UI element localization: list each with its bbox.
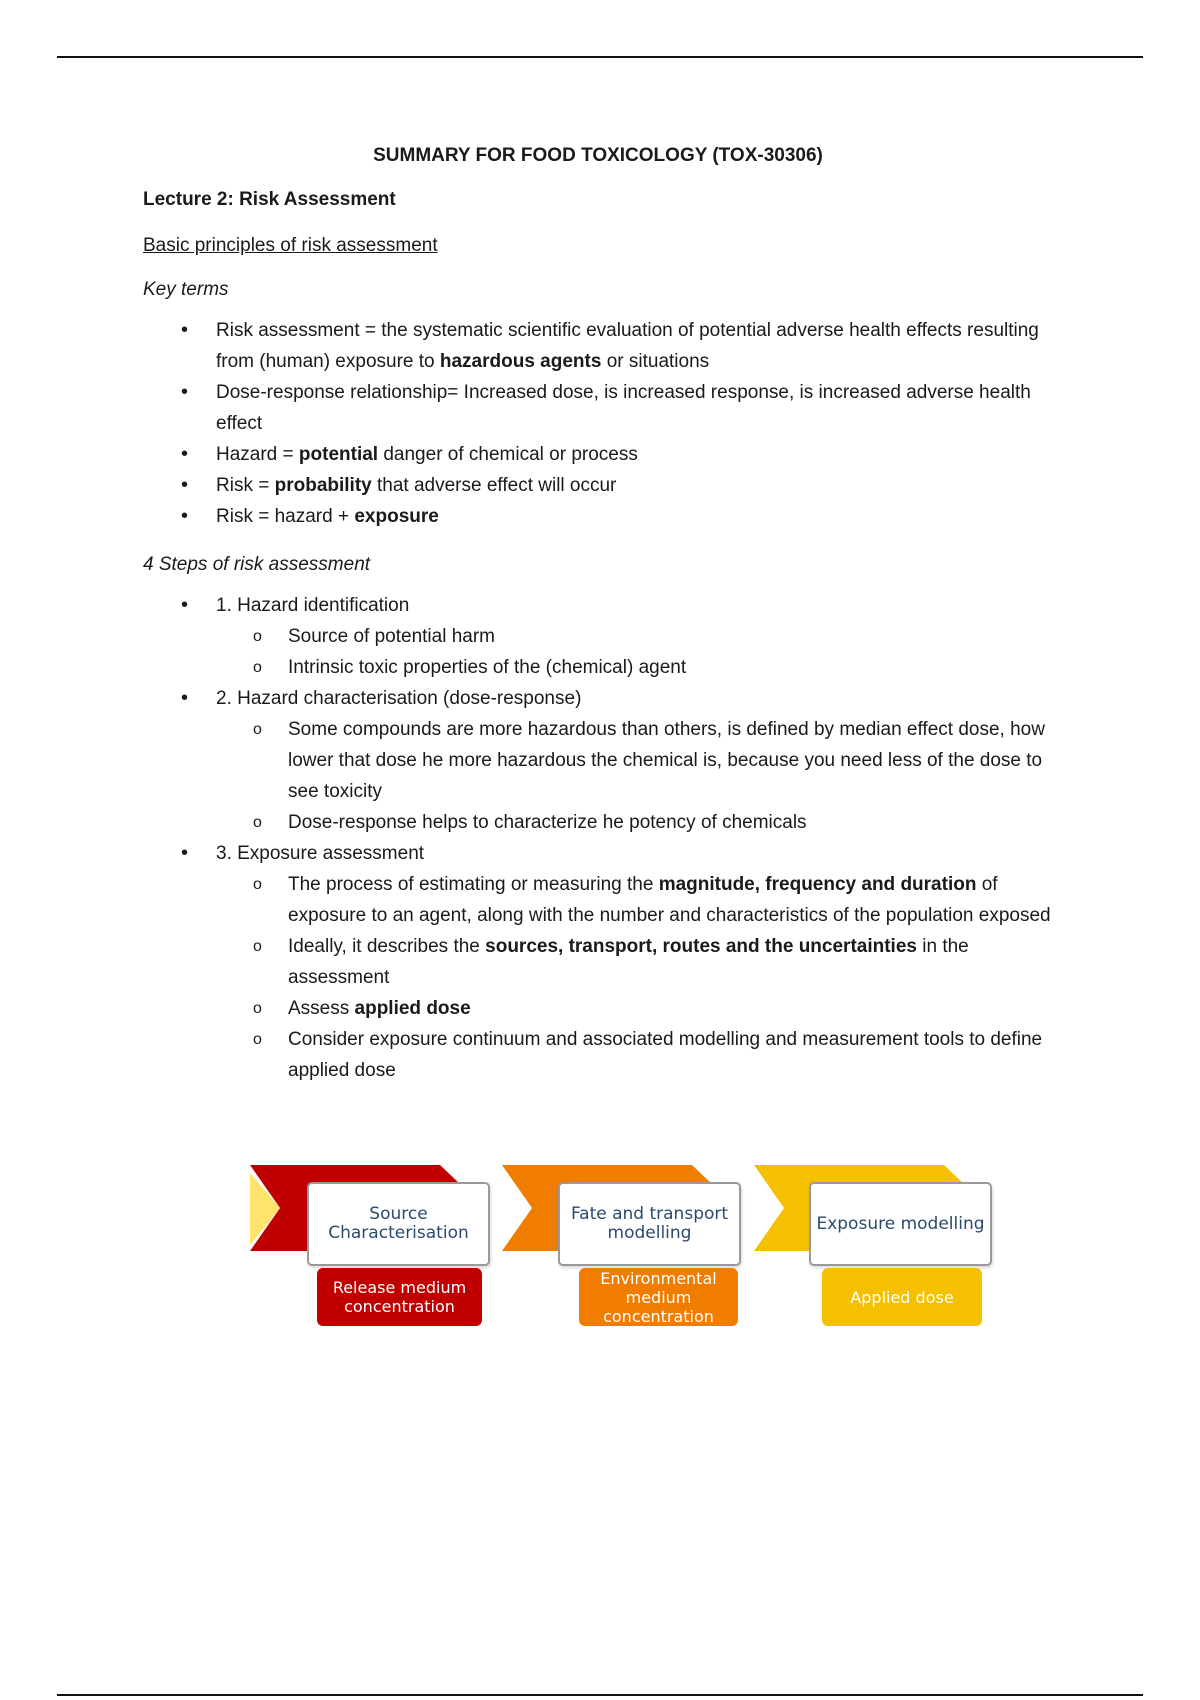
exposure-continuum-diagram xyxy=(250,1160,1010,1340)
sub-bullet-icon: o xyxy=(253,628,262,645)
sub-bullet-icon: o xyxy=(253,938,262,955)
stage2-output: Environmental medium concentration xyxy=(579,1268,738,1326)
steps-list xyxy=(143,590,1063,1086)
bullet-icon: • xyxy=(181,594,189,616)
document-title: SUMMARY FOR FOOD TOXICOLOGY (TOX-30306) xyxy=(373,145,823,166)
bottom-rule xyxy=(57,1694,1143,1696)
list-item: • Hazard = potential danger of chemical or process xyxy=(143,439,1063,470)
list-item: • Risk assessment = the systematic scientific evaluation of potential adverse health effects resulting from (human) exposure to hazardous agents or situations xyxy=(143,315,1063,377)
sub-list-item: o Intrinsic toxic properties of the (chemical) agent xyxy=(216,652,1063,683)
top-rule xyxy=(57,56,1143,58)
list-item: • 3. Exposure assessment o The process of estimating or measuring the magnitude, frequency and duration of exposure to an agent, along with the number and characteristics of the population exposed o Ideally, it describes the sources, transport, routes and the uncertainties in the assessment o Assess applied dose o Consider exposure continuum and associated modelling and measurement tools to define applied dose xyxy=(143,838,1063,1086)
key-terms-list xyxy=(143,315,1063,532)
stage1-output: Release medium concentration xyxy=(317,1268,482,1326)
sub-list-item: o Dose-response helps to characterize he potency of chemicals xyxy=(216,807,1063,838)
sub-list xyxy=(216,714,1063,838)
sub-list-item: o Consider exposure continuum and associated modelling and measurement tools to define applied dose xyxy=(216,1024,1063,1086)
stage2-box: Fate and transport modelling xyxy=(558,1182,741,1266)
list-item: • Dose-response relationship= Increased dose, is increased response, is increased adverse health effect xyxy=(143,377,1063,439)
list-item: • Risk = probability that adverse effect will occur xyxy=(143,470,1063,501)
sub-bullet-icon: o xyxy=(253,876,262,893)
stage3-output: Applied dose xyxy=(822,1268,982,1326)
bullet-icon: • xyxy=(181,474,189,496)
key-terms-heading: Key terms xyxy=(143,279,229,300)
bullet-icon: • xyxy=(181,687,189,709)
sub-bullet-icon: o xyxy=(253,721,262,738)
steps-heading: 4 Steps of risk assessment xyxy=(143,554,371,575)
bullet-icon: • xyxy=(181,842,189,864)
bullet-icon: • xyxy=(181,443,189,465)
lecture-heading: Lecture 2: Risk Assessment xyxy=(143,189,396,210)
sub-list-item: o Source of potential harm xyxy=(216,621,1063,652)
bullet-icon: • xyxy=(181,319,189,341)
list-item: • 2. Hazard characterisation (dose-response) o Some compounds are more hazardous than others, is defined by median effect dose, how lower that dose he more hazardous the chemical is, because you need less of the dose to see toxicity o Dose-response helps to characterize he potency of chemicals xyxy=(143,683,1063,838)
bullet-icon: • xyxy=(181,505,189,527)
list-item: • Risk = hazard + exposure xyxy=(143,501,1063,532)
sub-bullet-icon: o xyxy=(253,1031,262,1048)
stage1-box: Source Characterisation xyxy=(307,1182,490,1266)
bullet-icon: • xyxy=(181,381,189,403)
sub-bullet-icon: o xyxy=(253,1000,262,1017)
sub-list xyxy=(216,869,1063,1086)
sub-list-item: o Some compounds are more hazardous than others, is defined by median effect dose, how lower that dose he more hazardous the chemical is, because you need less of the dose to see toxicity xyxy=(216,714,1063,807)
sub-bullet-icon: o xyxy=(253,814,262,831)
sub-list xyxy=(216,621,1063,683)
sub-list-item: o The process of estimating or measuring the magnitude, frequency and duration of exposure to an agent, along with the number and characteristics of the population exposed xyxy=(216,869,1063,931)
list-item: • 1. Hazard identification o Source of potential harm o Intrinsic toxic properties of the (chemical) agent xyxy=(143,590,1063,683)
sub-bullet-icon: o xyxy=(253,659,262,676)
sub-list-item: o Assess applied dose xyxy=(216,993,1063,1024)
sub-list-item: o Ideally, it describes the sources, transport, routes and the uncertainties in the assessment xyxy=(216,931,1063,993)
section-heading: Basic principles of risk assessment xyxy=(143,235,438,256)
document-body xyxy=(143,140,1063,1086)
stage3-box: Exposure modelling xyxy=(809,1182,992,1266)
